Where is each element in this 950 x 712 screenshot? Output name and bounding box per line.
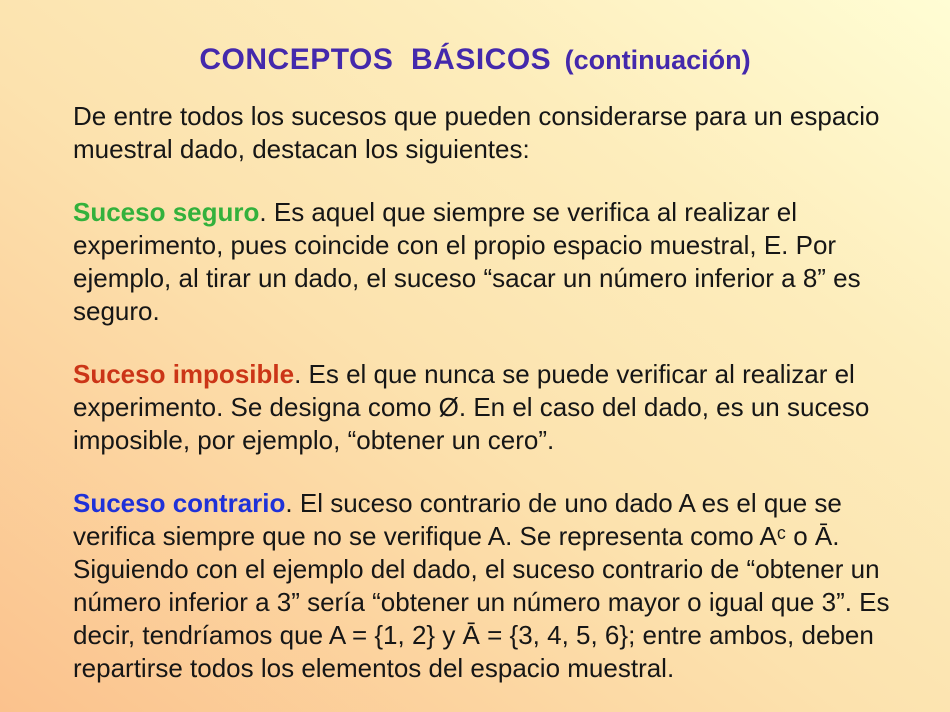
paragraph-suceso-contrario (73, 487, 891, 685)
slide-body (0, 100, 891, 685)
paragraph-suceso-imposible-text: . Es el que nunca se puede verificar al realizar el experimento. Se designa como Ø. En el caso del dado, es un suceso imposible, por ejemplo, “obtener un cero”. (73, 359, 870, 455)
paragraph-suceso-imposible (73, 358, 891, 457)
paragraph-suceso-seguro (73, 196, 891, 328)
paragraph-intro-text: De entre todos los sucesos que pueden considerarse para un espacio muestral dado, destacan los siguientes: (73, 101, 880, 164)
paragraph-suceso-seguro-lead: Suceso seguro (73, 197, 260, 227)
paragraph-suceso-contrario-text: . El suceso contrario de uno dado A es el que se verifica siempre que no se verifique A. Se representa como Aᶜ o Ā. Siguiendo con el ejemplo del dado, el suceso contrario de “obtener un número inferior a 3” sería “obtener un número mayor o igual que 3”. Es decir, tendríamos que A = {1, 2} y Ā = {3, 4, 5, 6}; entre ambos, deben repartirse todos los elementos del espacio muestral. (73, 488, 890, 683)
slide-title (0, 0, 950, 83)
paragraph-suceso-imposible-lead: Suceso imposible (73, 359, 295, 389)
paragraph-suceso-contrario-lead: Suceso contrario (73, 488, 286, 518)
slide-title-suffix: (continuación) (564, 45, 751, 75)
paragraph-intro (73, 100, 891, 166)
slide-title-main: CONCEPTOS BÁSICOS (199, 43, 552, 76)
paragraph-suceso-seguro-text: . Es aquel que siempre se verifica al realizar el experimento, pues coincide con el propio espacio muestral, E. Por ejemplo, al tirar un dado, el suceso “sacar un número inferior a 8” es seguro. (73, 197, 861, 326)
